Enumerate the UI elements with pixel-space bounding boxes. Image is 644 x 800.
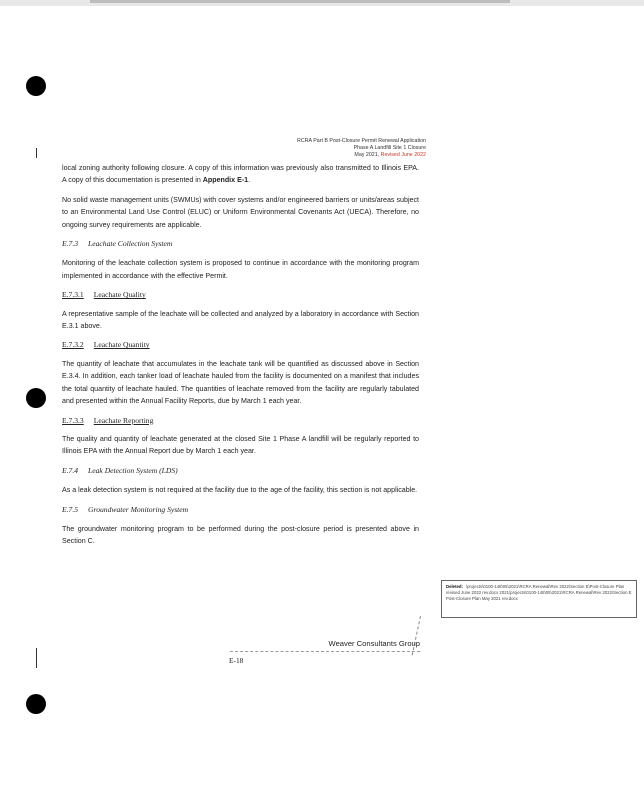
punch-hole-bottom <box>26 694 46 714</box>
section-body-e73: Monitoring of the leachate collection system is proposed to continue in accordance with the monitoring program implemented in accordance with the effective Permit. <box>62 259 419 280</box>
section-body-e74: As a leak detection system is not required at the facility due to the age of the facility, this section is not applicable. <box>62 486 418 495</box>
tracked-change-comment[interactable] <box>441 580 637 618</box>
section-title: Leachate Collection System <box>88 239 173 249</box>
intro-paragraph <box>62 162 419 187</box>
section-number: E.7.3 <box>62 239 79 249</box>
section-title: Leachate Quantity <box>93 340 150 350</box>
comment-connector-line <box>412 616 422 656</box>
section-number: E.7.5 <box>62 504 79 514</box>
header-revised-date: Revised June 2022 <box>380 152 426 158</box>
section-heading-e731 <box>62 289 419 301</box>
document-body <box>62 162 419 555</box>
section-number: E.7.3.1 <box>62 290 84 300</box>
section-title: Leak Detection System (LDS) <box>88 465 178 475</box>
appendix-reference: Appendix E-1 <box>202 176 249 185</box>
section-heading-e732 <box>62 339 419 351</box>
section-heading-e74 <box>62 465 419 477</box>
punch-hole-top <box>26 76 46 96</box>
section-body-e733: The quality and quantity of leachate generated at the closed Site 1 Phase A landfill will be regularly reported to Illinois EPA with the Annual Report due by March 1 each year. <box>62 434 419 456</box>
header-date: May 2021 <box>354 152 378 158</box>
intro-end: . <box>248 176 251 185</box>
section-heading-e733 <box>62 415 419 427</box>
comment-text: \projects\0100-148\05\2021\RCRA Renewal\Rev 2022\Section E\Post-Closure Plan revised June 2022 rev.docx 2021\projects\0100-148\05\2021\RCRA Renewal\Rev 2022\Section E Post-Closure Plan May 2021 rev.docx <box>446 584 632 601</box>
section-body-e731: A representative sample of the leachate will be collected and analyzed by a laboratory in accordance with Section E.3.1 above. <box>62 309 419 331</box>
section-body-e75: The groundwater monitoring program to be performed during the post-closure period is presented above in Section C. <box>62 524 419 546</box>
page-number: E-18 <box>229 656 244 665</box>
section-title: Groundwater Monitoring System <box>88 504 189 514</box>
header-line-3: May 2021, Revised June 2022 <box>354 152 426 158</box>
page-header <box>297 138 426 159</box>
comment-label: Deleted: <box>446 584 463 589</box>
footer-divider <box>230 651 420 652</box>
scan-artifact-bar <box>90 0 510 3</box>
footer-company: Weaver Consultants Group <box>328 639 420 648</box>
header-line-2: Phase A Landfill Site 1 Closure <box>353 145 426 151</box>
margin-mark-top <box>36 148 37 158</box>
section-number: E.7.3.3 <box>62 415 84 425</box>
section-title: Leachate Quality <box>93 290 146 300</box>
section-body-e732: The quantity of leachate that accumulates in the leachate tank will be quantified as discussed above in Section E.3.4. In addition, each tanker load of leachate hauled from the facility is documented on a manifest that includes the total quantity of leachate hauled. The quantities of leachate removed from the facility are regularly tabulated and presented within the Annual Facility Reports, due by March 1 each year. <box>62 359 419 406</box>
section-heading-e73 <box>62 238 419 250</box>
section-heading-e75 <box>62 504 419 516</box>
section-number: E.7.3.2 <box>62 340 84 350</box>
section-number: E.7.4 <box>62 465 79 475</box>
swmu-paragraph: No solid waste management units (SWMUs) with cover systems and/or engineered barriers or units/areas subject to an Environmental Land Use Control (ELUC) or Uniform Environmental Covenants Act (UECA). Therefore, no ongoing survey requirements are applicable. <box>62 195 419 229</box>
header-line-1: RCRA Part B Post-Closure Permit Renewal Application <box>297 138 426 144</box>
margin-mark-bottom <box>36 648 37 668</box>
punch-hole-middle <box>26 388 46 408</box>
intro-text: local zoning authority following closure. A copy of this information was previously also transmitted to Illinois EPA. A copy of this documentation is presented in <box>62 164 419 185</box>
section-title: Leachate Reporting <box>93 415 154 425</box>
